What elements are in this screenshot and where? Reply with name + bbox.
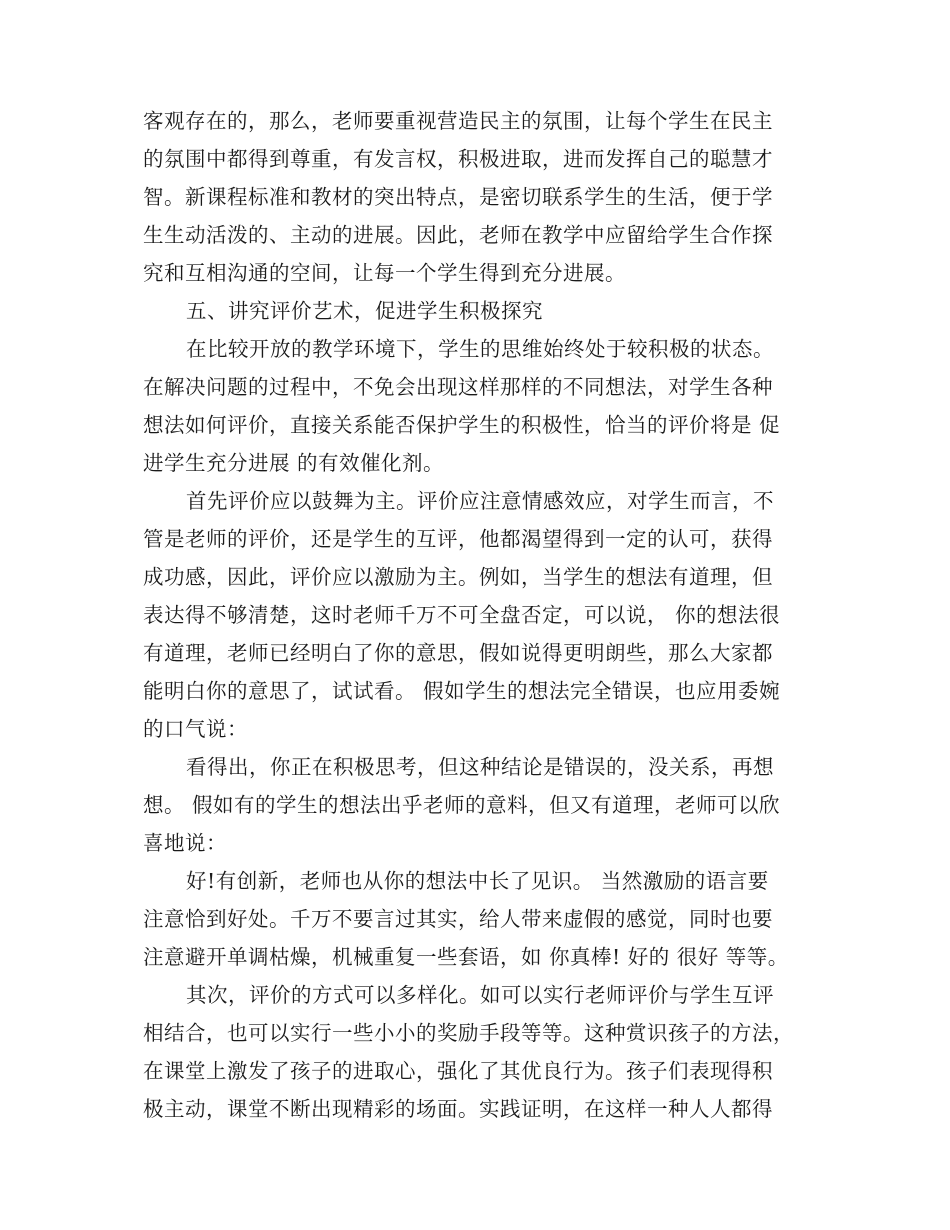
text-line: 客观存在的，那么，老师要重视营造民主的氛围，让每个学生在民主: [143, 109, 773, 133]
text-line: 看得出，你正在积极思考，但这种结论是错误的，没关系，再想: [186, 755, 774, 779]
text-line: 在解决问题的过程中，不免会出现这样那样的不同想法，对学生各种: [143, 375, 773, 399]
text-line: 好!有创新，老师也从你的想法中长了见识。 当然激励的语言要: [186, 869, 769, 893]
text-line: 智。新课程标准和教材的突出特点，是密切联系学生的生活，便于学: [143, 185, 773, 209]
text-line: 极主动，课堂不断出现精彩的场面。实践证明，在这样一种人人都得: [143, 1097, 773, 1121]
text-line: 注意恰到好处。千万不要言过其实，给人带来虚假的感觉，同时也要: [143, 907, 773, 931]
text-line: 首先评价应以鼓舞为主。评价应注意情感效应，对学生而言，不: [186, 489, 774, 513]
text-line: 在比较开放的教学环境下，学生的思维始终处于较积极的状态。: [186, 337, 774, 361]
text-line: 成功感，因此，评价应以激励为主。例如，当学生的想法有道理，但: [143, 565, 773, 589]
text-line: 生生动活泼的、主动的进展。因此，老师在教学中应留给学生合作探: [143, 223, 773, 247]
text-line: 表达得不够清楚，这时老师千万不可全盘否定，可以说， 你的想法很: [143, 603, 781, 627]
section-heading: 五、讲究评价艺术，促进学生积极探究: [186, 299, 543, 323]
text-line: 进学生充分进展 的有效催化剂。: [143, 451, 445, 475]
text-line: 有道理，老师已经明白了你的意思，假如说得更明朗些，那么大家都: [143, 641, 773, 665]
text-line: 究和互相沟通的空间，让每一个学生得到充分进展。: [143, 261, 626, 285]
text-line: 的口气说：: [143, 717, 248, 741]
text-line: 在课堂上激发了孩子的进取心，强化了其优良行为。孩子们表现得积: [143, 1059, 773, 1083]
text-line: 的氛围中都得到尊重，有发言权，积极进取，进而发挥自己的聪慧才: [143, 147, 773, 171]
text-line: 想法如何评价，直接关系能否保护学生的积极性，恰当的评价将是 促: [143, 413, 781, 437]
text-line: 喜地说：: [143, 831, 227, 855]
text-line: 能明白你的意思了，试试看。 假如学生的想法完全错误，也应用委婉: [143, 679, 781, 703]
text-line: 相结合，也可以实行一些小小的奖励手段等等。这种赏识孩子的方法，: [143, 1021, 794, 1045]
text-line: 注意避开单调枯燥，机械重复一些套语，如 你真棒! 好的 很好 等等。: [143, 945, 789, 969]
text-line: 其次，评价的方式可以多样化。如可以实行老师评价与学生互评: [186, 983, 774, 1007]
text-line: 想。 假如有的学生的想法出乎老师的意料，但又有道理，老师可以欣: [143, 793, 781, 817]
text-line: 管是老师的评价，还是学生的互评，他都渴望得到一定的认可，获得: [143, 527, 773, 551]
